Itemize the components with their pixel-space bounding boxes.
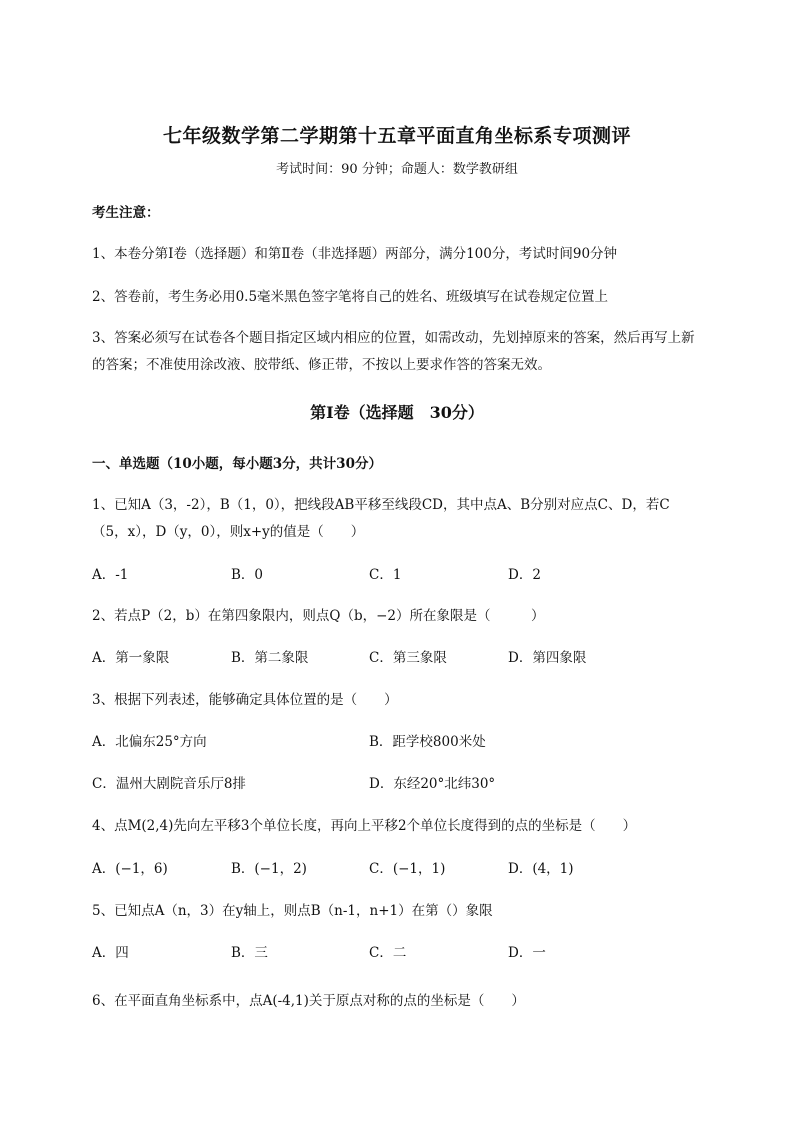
part-heading: 一、单选题（10小题，每小题3分，共计30分） [92, 456, 382, 472]
question-4-option-a: A．(−1，6) [92, 861, 168, 877]
question-3-option-b: B．距学校800米处 [369, 734, 486, 750]
question-6-text: 6、在平面直角坐标系中，点A(-4,1)关于原点对称的点的坐标是（ ） [92, 993, 525, 1009]
question-1-option-c: C．1 [369, 567, 402, 583]
question-5-option-d: D．一 [508, 945, 546, 961]
question-3-text: 3、根据下列表述，能够确定具体位置的是（ ） [92, 692, 398, 708]
question-4-option-b: B．(−1，2) [231, 861, 307, 877]
question-2-option-c: C．第三象限 [369, 650, 447, 666]
notice-heading: 考生注意： [92, 205, 160, 221]
question-1-text-cont: （5，x），D（y，0），则x+y的值是（ ） [92, 524, 365, 540]
section-title: 第Ⅰ卷（选择题 30分） [310, 403, 484, 422]
notice-item-2: 2、答卷前，考生务必用0.5毫米黑色签字笔将自己的姓名、班级填写在试卷规定位置上 [92, 289, 609, 305]
exam-info: 考试时间：90 分钟；命题人：数学教研组 [276, 162, 518, 177]
question-4-option-c: C．(−1，1) [369, 861, 446, 877]
question-1-text: 1、已知A（3，-2），B（1，0），把线段AB平移至线段CD，其中点A、B分别对应点C、D，若C [92, 497, 670, 513]
question-2-option-b: B．第二象限 [231, 650, 309, 666]
question-3-option-a: A．北偏东25°方向 [92, 734, 207, 750]
question-5-option-a: A．四 [92, 945, 129, 961]
question-5-text: 5、已知点A（n，3）在y轴上，则点B（n-1，n+1）在第（）象限 [92, 903, 493, 919]
question-2-option-d: D．第四象限 [508, 650, 587, 666]
question-5-option-c: C．二 [369, 945, 407, 961]
question-3-option-d: D．东经20°北纬30° [369, 776, 496, 792]
notice-item-1: 1、本卷分第Ⅰ卷（选择题）和第Ⅱ卷（非选择题）两部分，满分100分，考试时间90分钟 [92, 246, 618, 262]
question-4-text: 4、点M(2,4)先向左平移3个单位长度，再向上平移2个单位长度得到的点的坐标是（ ） [92, 818, 637, 834]
question-3-option-c: C．温州大剧院音乐厅8排 [92, 776, 246, 792]
question-1-option-a: A．-1 [92, 567, 129, 583]
question-2-option-a: A．第一象限 [92, 650, 170, 666]
page-title: 七年级数学第二学期第十五章平面直角坐标系专项测评 [162, 125, 631, 147]
question-1-option-b: B．0 [231, 567, 264, 583]
question-1-option-d: D．2 [508, 567, 541, 583]
notice-item-3-line-1: 3、答案必须写在试卷各个题目指定区域内相应的位置，如需改动，先划掉原来的答案，然后再写上新 [92, 330, 695, 346]
question-5-option-b: B．三 [231, 945, 268, 961]
question-4-option-d: D．(4，1) [508, 861, 574, 877]
notice-item-3-line-2: 的答案；不准使用涂改液、胶带纸、修正带，不按以上要求作答的答案无效。 [92, 357, 551, 373]
question-2-text: 2、若点P（2，b）在第四象限内，则点Q（b，−2）所在象限是（ ） [92, 608, 545, 624]
